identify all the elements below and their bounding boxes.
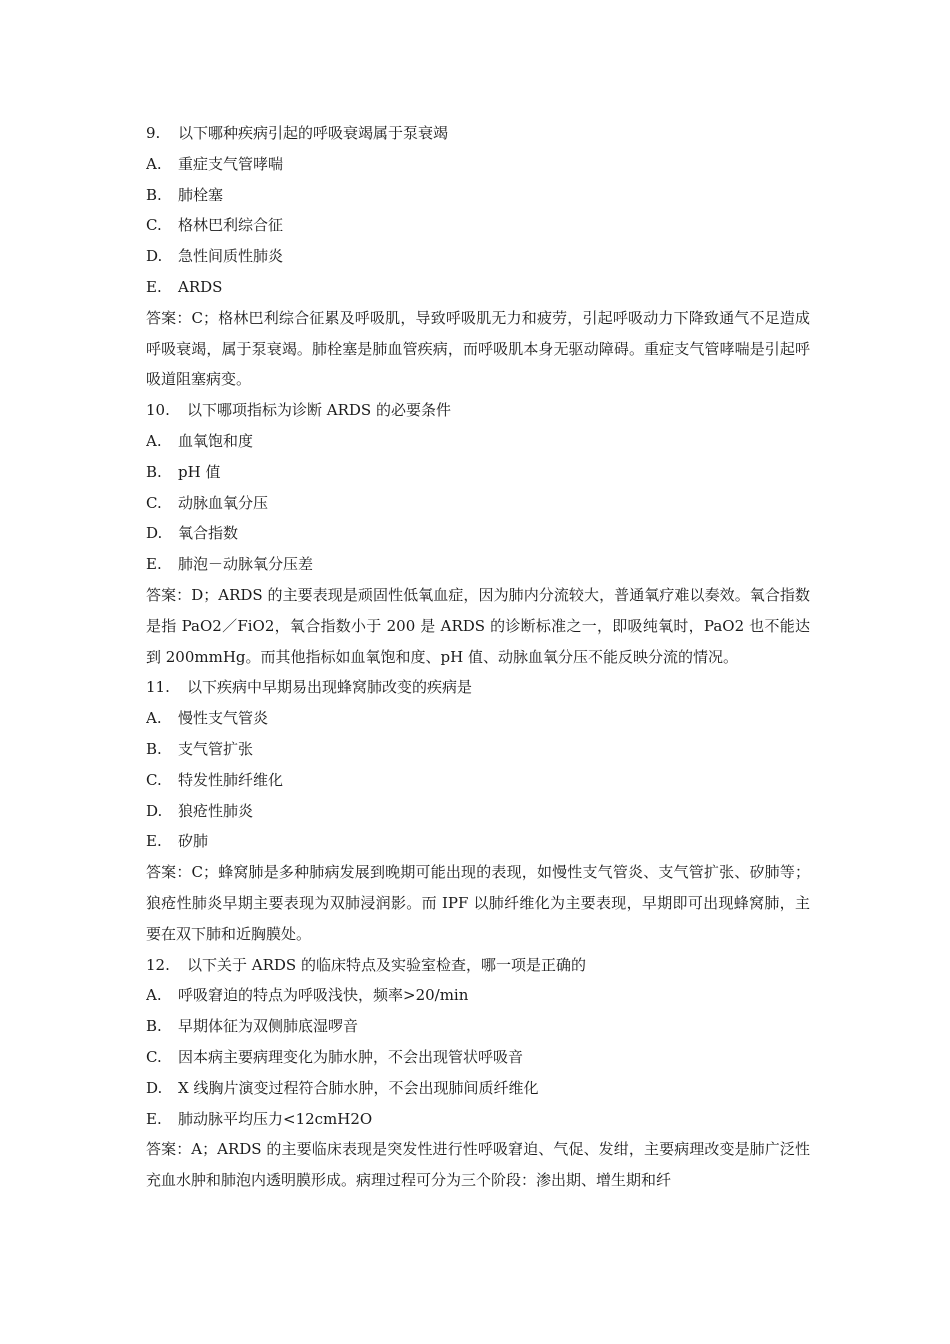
- answer-paragraph: 答案：C；格林巴利综合征累及呼吸肌，导致呼吸肌无力和疲劳，引起呼吸动力下降致通气不足造成呼吸衰竭，属于泵衰竭。肺栓塞是肺血管疾病，而呼吸肌本身无驱动障碍。重症支气管哮喘是引起呼吸道阻塞病变。: [146, 308, 810, 389]
- question-stem: [146, 118, 810, 149]
- question-text: 以下关于 ARDS 的临床特点及实验室检查，哪一项是正确的: [187, 955, 586, 974]
- option-letter: D.: [146, 801, 163, 820]
- option-letter: B.: [146, 185, 162, 204]
- option-letter: C.: [146, 216, 162, 235]
- question-text: 以下哪项指标为诊断 ARDS 的必要条件: [187, 401, 451, 420]
- option-text: 矽肺: [178, 832, 209, 851]
- option-c: [146, 210, 810, 241]
- option-letter: A.: [146, 431, 162, 450]
- option-d: [146, 241, 810, 272]
- option-a: [146, 980, 810, 1011]
- option-b: [146, 180, 810, 211]
- option-text: 肺泡－动脉氧分压差: [178, 555, 314, 574]
- option-d: [146, 518, 810, 549]
- document-content: [146, 118, 810, 1196]
- option-text: 特发性肺纤维化: [178, 770, 284, 789]
- option-letter: A.: [146, 154, 162, 173]
- option-text: 因本病主要病理变化为肺水肿，不会出现管状呼吸音: [178, 1047, 524, 1066]
- option-text: 急性间质性肺炎: [178, 247, 284, 266]
- option-letter: D.: [146, 247, 163, 266]
- option-b: [146, 1011, 810, 1042]
- option-b: [146, 457, 810, 488]
- option-d: [146, 796, 810, 827]
- option-c: [146, 765, 810, 796]
- answer-paragraph: 答案：D；ARDS 的主要表现是顽固性低氧血症，因为肺内分流较大，普通氧疗难以奏效。氧合指数是指 PaO2／FiO2，氧合指数小于 200 是 ARDS 的诊断标准之一，即吸纯氧时，PaO2 也不能达到 200mmHg。而其他指标如血氧饱和度、pH 值、动脉血氧分压不能反映分流的情况。: [146, 585, 810, 666]
- option-letter: C.: [146, 493, 162, 512]
- question-number: 11.: [146, 678, 170, 697]
- option-letter: E.: [146, 555, 162, 574]
- option-letter: A.: [146, 709, 162, 728]
- option-text: 呼吸窘迫的特点为呼吸浅快，频率>20/min: [178, 986, 469, 1005]
- option-text: 支气管扩张: [178, 739, 254, 758]
- option-letter: B.: [146, 1017, 162, 1036]
- option-text: 动脉血氧分压: [178, 493, 269, 512]
- option-letter: A.: [146, 986, 162, 1005]
- question-number: 10.: [146, 401, 170, 420]
- option-text: 狼疮性肺炎: [178, 801, 254, 820]
- option-letter: B.: [146, 462, 162, 481]
- option-e: [146, 1104, 810, 1135]
- option-text: 早期体征为双侧肺底湿啰音: [178, 1017, 359, 1036]
- option-text: 慢性支气管炎: [178, 709, 269, 728]
- option-b: [146, 734, 810, 765]
- option-e: [146, 826, 810, 857]
- option-a: [146, 149, 810, 180]
- answer-paragraph: 答案：A；ARDS 的主要临床表现是突发性进行性呼吸窘迫、气促、发绀，主要病理改变是肺广泛性充血水肿和肺泡内透明膜形成。病理过程可分为三个阶段：渗出期、增生期和纤: [146, 1140, 810, 1190]
- option-e: [146, 272, 810, 303]
- question-number: 12.: [146, 955, 170, 974]
- option-letter: D.: [146, 524, 163, 543]
- question-stem: [146, 395, 810, 426]
- option-text: 肺栓塞: [178, 185, 224, 204]
- answer-paragraph: 答案：C；蜂窝肺是多种肺病发展到晚期可能出现的表现，如慢性支气管炎、支气管扩张、矽肺等；狼疮性肺炎早期主要表现为双肺浸润影。而 IPF 以肺纤维化为主要表现，早期即可出现蜂窝肺，主要在双下肺和近胸膜处。: [146, 863, 810, 943]
- option-a: [146, 703, 810, 734]
- option-letter: C.: [146, 1047, 162, 1066]
- option-c: [146, 1042, 810, 1073]
- option-letter: C.: [146, 770, 162, 789]
- option-letter: E.: [146, 832, 162, 851]
- question-text: 以下哪种疾病引起的呼吸衰竭属于泵衰竭: [178, 124, 449, 142]
- question-stem: [146, 950, 810, 981]
- option-letter: E.: [146, 277, 162, 296]
- option-text: 重症支气管哮喘: [178, 154, 284, 173]
- option-letter: B.: [146, 739, 162, 758]
- question-text: 以下疾病中早期易出现蜂窝肺改变的疾病是: [187, 678, 473, 697]
- option-text: 氧合指数: [178, 524, 239, 543]
- option-text: X 线胸片演变过程符合肺水肿，不会出现肺间质纤维化: [178, 1078, 539, 1097]
- option-text: 血氧饱和度: [178, 431, 254, 450]
- option-text: 格林巴利综合征: [178, 216, 284, 235]
- option-text: 肺动脉平均压力<12cmH2O: [178, 1109, 373, 1128]
- option-letter: E.: [146, 1109, 162, 1128]
- option-c: [146, 488, 810, 519]
- option-text: ARDS: [178, 277, 223, 296]
- question-stem: [146, 672, 810, 703]
- option-a: [146, 426, 810, 457]
- option-d: [146, 1073, 810, 1104]
- option-letter: D.: [146, 1078, 163, 1097]
- option-e: [146, 549, 810, 580]
- question-number: 9.: [146, 124, 161, 142]
- option-text: pH 值: [178, 462, 221, 481]
